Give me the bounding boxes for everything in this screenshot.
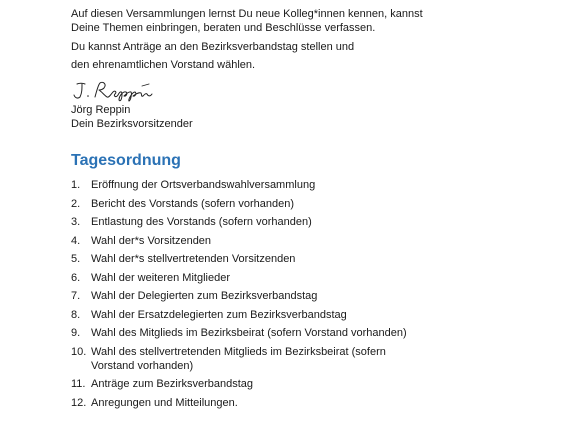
agenda-item-text: Wahl des stellvertretenden Mitglieds im Bezirksbeirat (sofern Vorstand vorhanden) [91,345,386,372]
agenda-item-number: 2. [71,197,81,210]
agenda-item-number: 8. [71,308,81,321]
agenda-item [71,215,571,229]
agenda-item-text: Entlastung des Vorstands (sofern vorhanden) [91,216,312,228]
signatory-name: Jörg Reppin [71,104,131,116]
intro-paragraph-2: Du kannst Anträge an den Bezirksverbandstag stellen und [71,41,355,53]
agenda-item-text: Wahl der Ersatzdelegierten zum Bezirksverbandstag [91,308,347,321]
intro-paragraph-1: Auf diesen Versammlungen lernst Du neue Kolleg*innen kennen, kannst Deine Themen einbringen, beraten und Beschlüsse verfassen. [71,8,423,34]
agenda-item-text: Wahl der*s stellvertretenden Vorsitzenden [91,253,296,265]
agenda-item-text: Anregungen und Mitteilungen. [91,396,238,409]
agenda-item [71,308,571,322]
agenda-item [71,197,571,211]
agenda-item [71,178,571,192]
agenda-item-number: 5. [71,253,81,265]
agenda-item [71,377,571,391]
agenda-item-text: Anträge zum Bezirksverbandstag [91,378,254,390]
agenda-item-number: 12. [71,396,87,409]
document-page [71,0,571,423]
agenda-item-text: Wahl der Delegierten zum Bezirksverbandstag [91,290,318,302]
agenda-item [71,345,571,373]
handwritten-signature [71,78,161,102]
agenda-item [71,271,571,285]
agenda-heading: Tagesordnung [71,152,181,169]
agenda-item [71,289,571,303]
agenda-item-number: 11. [71,378,86,390]
agenda-item-text: Wahl der weiteren Mitglieder [91,271,230,284]
agenda-item [71,234,571,248]
agenda-item-number: 3. [71,216,81,228]
agenda-item-text: Wahl der*s Vorsitzenden [91,234,212,247]
intro-paragraph-3: den ehrenamtlichen Vorstand wählen. [71,59,256,71]
agenda-item-number: 10. [71,345,87,358]
agenda-item-number: 7. [71,290,81,302]
agenda-item [71,326,571,340]
agenda-item-text: Eröffnung der Ortsverbandswahlversammlung [91,179,316,191]
agenda-item-number: 6. [71,271,81,284]
agenda-item-number: 9. [71,327,81,339]
agenda-item [71,396,571,410]
agenda-list [71,178,571,414]
agenda-item-text: Bericht des Vorstands (sofern vorhanden) [91,197,295,210]
agenda-item-text: Wahl des Mitglieds im Bezirksbeirat (sofern Vorstand vorhanden) [91,327,407,339]
agenda-item-number: 1. [71,179,81,191]
agenda-item-number: 4. [71,234,81,247]
agenda-item [71,252,571,266]
signatory-role: Dein Bezirksvorsitzender [71,118,193,130]
